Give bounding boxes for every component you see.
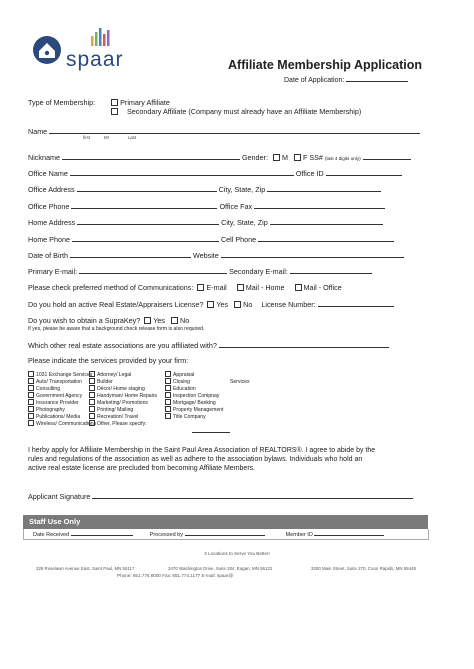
service-option[interactable] [165,407,223,414]
service-checkbox[interactable] [165,371,171,377]
service-option[interactable] [89,400,148,407]
suprakey-row: Do you wish to obtain a SupraKey? Yes No [28,316,190,325]
service-checkbox[interactable] [89,371,95,377]
name-mi-caption: MI [104,135,109,140]
office-address-row: Office Address City, State, Zip [28,183,381,195]
service-option[interactable] [89,414,138,421]
license-no-checkbox[interactable] [234,301,241,308]
comm-mail-office-checkbox[interactable] [295,284,302,291]
associations-field[interactable] [219,339,389,348]
ss-field[interactable] [363,151,411,160]
service-label: Government Agency [36,393,83,399]
service-option[interactable] [165,414,206,421]
website-field[interactable] [221,249,404,258]
communications-row: Please check preferred method of Communications: E-mail Mail - Home Mail - Office [28,283,342,292]
home-phone-field[interactable] [72,233,219,242]
service-option[interactable] [28,393,82,400]
service-checkbox[interactable] [89,413,95,419]
service-option[interactable] [165,393,219,400]
associations-row: Which other real estate associations are you affiliated with? [28,339,389,351]
footer-address-1: 325 Roselawn Avenue East, Saint Paul, MN 55117 [36,566,135,571]
service-checkbox[interactable] [165,385,171,391]
service-checkbox[interactable] [28,392,34,398]
service-label: Builder [97,379,113,385]
home-phone-row: Home Phone Cell Phone [28,233,394,245]
office-name-field[interactable] [70,167,294,176]
office-csz-field[interactable] [267,183,381,192]
service-checkbox[interactable] [89,378,95,384]
service-label: Inspection Compnay [173,393,220,399]
service-label: Attorney/ Legal [97,372,132,378]
service-option[interactable] [165,400,216,407]
service-option[interactable] [28,372,92,379]
service-checkbox[interactable] [28,399,34,405]
license-row: Do you hold an active Real Estate/Appraisers License? Yes No License Number: [28,298,394,310]
membership-row-2: Secondary Affiliate (Company must already have an Affiliate Membership) [111,106,361,118]
footer-tagline: 3 Locations to Serve You Better! [204,551,270,556]
footer-address-3: 3200 Main Street, Suite 270, Coon Rapids, MN 55448 [311,566,416,571]
service-option[interactable] [28,379,82,386]
nickname-row: Nickname Gender: M F SS# (last 4 digits only) [28,151,411,163]
service-option[interactable] [89,407,133,414]
service-label: Insurance Provider [36,400,79,406]
primary-email-field[interactable] [79,265,227,274]
comm-mail-home-checkbox[interactable] [237,284,244,291]
page-title: Affiliate Membership Application [228,58,423,72]
supra-yes-checkbox[interactable] [144,317,151,324]
name-last-caption: Last [128,135,137,140]
comm-email-checkbox[interactable] [197,284,204,291]
services-heading: Services [230,379,250,385]
bars-logo-icon [89,26,119,46]
service-label: Appraisal [173,372,195,378]
service-option[interactable] [28,400,79,407]
secondary-affiliate-checkbox[interactable] [111,108,118,115]
footer-address-2: 3470 Washington Drive, Suite 204, Eagan, MN 55122 [168,566,273,571]
home-address-row: Home Address City, State, Zip [28,216,383,228]
office-phone-row: Office Phone Office Fax [28,200,385,212]
gender-f-checkbox[interactable] [294,154,301,161]
cell-phone-field[interactable] [258,233,394,242]
office-address-field[interactable] [77,183,217,192]
nickname-field[interactable] [62,151,240,160]
date-of-application: Date of Application: [284,73,408,84]
service-checkbox[interactable] [89,385,95,391]
date-received-field[interactable] [71,529,133,536]
suprakey-note: If yes, please be aware that a background check release form is also required. [28,326,205,332]
home-address-field[interactable] [77,216,219,225]
service-label: Printing/ Mailing [97,407,134,413]
service-checkbox[interactable] [165,378,171,384]
name-first-caption: first [83,135,90,140]
service-checkbox[interactable] [28,420,34,426]
service-label: 1031 Exchange Services [36,372,93,378]
logo-text: spaar [66,48,124,71]
service-option[interactable] [89,393,157,400]
service-checkbox[interactable] [28,413,34,419]
service-label: Marketing/ Promotions [97,400,148,406]
service-label: Handyman/ Home Repairs [97,393,158,399]
service-option[interactable] [89,386,145,393]
license-yes-checkbox[interactable] [207,301,214,308]
membership-row: Type of Membership: Primary Affiliate [28,98,170,107]
office-phone-field[interactable] [71,200,217,209]
processed-by-field[interactable] [185,529,265,536]
signature-row: Applicant Signature [28,490,413,502]
service-checkbox[interactable] [165,406,171,412]
service-checkbox[interactable] [165,399,171,405]
name-row: Name [28,125,420,137]
signature-field[interactable] [92,490,413,499]
agreement-text: I herby apply for Affiliate Membership in the Saint Paul Area Association of REALTORS®. I agree to abide by the rules and regulations of the association as well as adhere to the association bylaws. Individuals who hold an active real estate license are precluded from becoming Affiliate Members. [28,447,376,472]
service-checkbox[interactable] [89,399,95,405]
staff-use-bar: Staff Use Only [23,515,428,529]
service-option[interactable] [28,414,80,421]
service-checkbox[interactable] [89,420,95,426]
service-label: Photography [36,407,65,413]
service-label: Other, Please specify: [97,421,147,427]
services-label: Please indicate the services provided by your firm: [28,356,189,365]
license-number-field[interactable] [318,298,394,307]
service-label: Wireless/ Communications [36,421,97,427]
name-field[interactable] [49,125,420,134]
home-csz-field[interactable] [270,216,383,225]
service-label: Property Management [173,407,224,413]
service-label: Publications/ Media [36,414,81,420]
service-option[interactable] [89,372,131,379]
member-id-field[interactable] [314,529,384,536]
dob-field[interactable] [70,249,191,258]
service-checkbox[interactable] [28,378,34,384]
service-label: Mortgage/ Banking [173,400,216,406]
service-checkbox[interactable] [28,371,34,377]
service-label: Closing [173,379,190,385]
office-id-field[interactable] [326,167,402,176]
service-option[interactable] [28,421,96,428]
service-checkbox[interactable] [165,413,171,419]
other-specify-field[interactable] [192,426,230,433]
logo [32,24,122,76]
gender-m-checkbox[interactable] [273,154,280,161]
service-checkbox[interactable] [28,385,34,391]
house-logo-icon [32,32,70,66]
service-checkbox[interactable] [28,406,34,412]
footer-contact: Phone: 651.776.6000 Fax: 651.774.1177 E-mail: spaar@ [117,573,234,578]
staff-fields-row: Date Received Processed by Member ID [33,529,384,540]
office-name-row: Office Name Office ID [28,167,402,179]
office-fax-field[interactable] [254,200,385,209]
service-label: Consulting [36,386,61,392]
service-option[interactable] [89,421,147,428]
service-label: Education [173,386,196,392]
supra-no-checkbox[interactable] [171,317,178,324]
service-checkbox[interactable] [89,406,95,412]
service-label: Auto/ Transportation [36,379,82,385]
service-label: Title Company [173,414,206,420]
service-label: Décor/ Home staging [97,386,145,392]
service-checkbox[interactable] [89,392,95,398]
date-field[interactable] [346,73,408,82]
secondary-email-field[interactable] [290,265,372,274]
dob-row: Date of Birth Website [28,249,404,261]
email-row: Primary E-mail: Secondary E-mail: [28,265,372,277]
service-label: Recreation/ Travel [97,414,139,420]
service-checkbox[interactable] [165,392,171,398]
